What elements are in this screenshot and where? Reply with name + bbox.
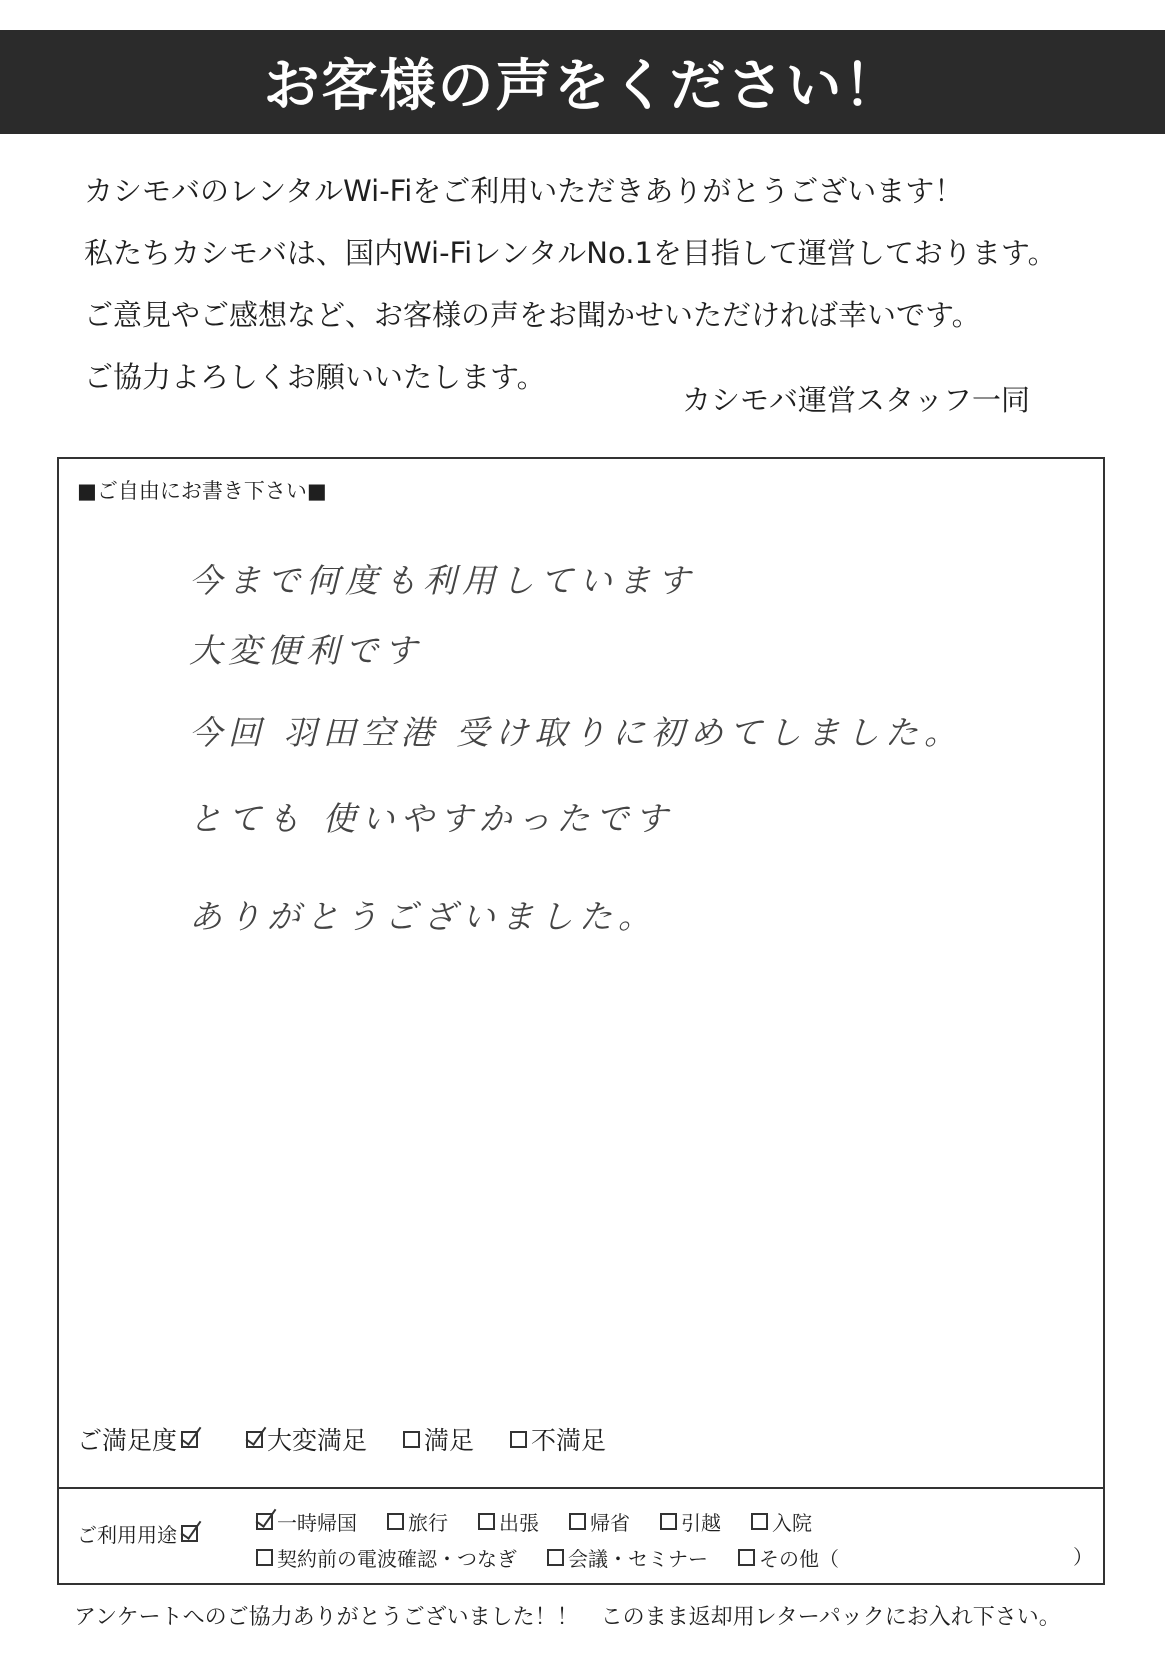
checkbox-icon[interactable] xyxy=(751,1513,768,1530)
handwritten-line: 大変便利です xyxy=(189,631,423,670)
option-meeting-seminar[interactable] xyxy=(547,1543,708,1572)
handwritten-line: ありがとうございました。 xyxy=(189,897,657,936)
option-homecoming[interactable] xyxy=(569,1507,630,1536)
footer-note: アンケートへのご協力ありがとうございました！！ このまま返却用レターパックにお入れ下さい。 xyxy=(74,1605,1061,1630)
label-check-icon xyxy=(181,1431,198,1448)
option-label: 帰省 xyxy=(590,1511,630,1535)
checkbox-icon[interactable] xyxy=(569,1513,586,1530)
option-label: 契約前の電波確認・つなぎ xyxy=(277,1547,517,1571)
handwritten-line: 今まで何度も利用しています xyxy=(189,561,696,600)
free-comment-heading: ■ご自由にお書き下さい■ xyxy=(77,479,327,503)
option-hospital[interactable] xyxy=(751,1507,812,1536)
handwritten-line: とても 使いやすかったです xyxy=(189,799,674,838)
option-label: 旅行 xyxy=(408,1511,448,1535)
usage-label-group xyxy=(77,1519,202,1548)
intro-line: カシモバのレンタルWi-Fiをご利用いただきありがとうございます！ xyxy=(84,174,964,208)
checkbox-icon[interactable] xyxy=(738,1549,755,1566)
option-business-trip[interactable] xyxy=(478,1507,539,1536)
option-label: 会議・セミナー xyxy=(568,1547,708,1571)
option-label: その他（ xyxy=(759,1547,839,1571)
satisfaction-label: ご満足度 xyxy=(77,1426,178,1455)
feedback-form xyxy=(57,457,1105,1585)
option-moving[interactable] xyxy=(660,1507,721,1536)
label-check-icon xyxy=(181,1525,198,1542)
usage-label: ご利用用途 xyxy=(77,1523,177,1547)
usage-options-row-2 xyxy=(256,1543,869,1572)
option-label: 一時帰国 xyxy=(277,1511,357,1535)
option-travel[interactable] xyxy=(387,1507,448,1536)
checkbox-icon[interactable] xyxy=(387,1513,404,1530)
option-signal-check[interactable] xyxy=(256,1543,517,1572)
checkbox-icon[interactable] xyxy=(478,1513,495,1530)
checkbox-checked-icon[interactable] xyxy=(246,1431,263,1448)
checkbox-icon[interactable] xyxy=(256,1549,273,1566)
option-label: 出張 xyxy=(499,1511,539,1535)
option-other[interactable] xyxy=(738,1543,839,1572)
other-close-paren: ） xyxy=(1073,1545,1093,1569)
option-dissatisfied[interactable] xyxy=(510,1421,606,1457)
checkbox-icon[interactable] xyxy=(510,1431,527,1448)
intro-line: ご意見やご感想など、お客様の声をお聞かせいただければ幸いです。 xyxy=(84,298,981,332)
checkbox-icon[interactable] xyxy=(403,1431,420,1448)
checkbox-icon[interactable] xyxy=(660,1513,677,1530)
intro-line: 私たちカシモバは、国内Wi-FiレンタルNo.1を目指して運営しております。 xyxy=(84,236,1057,270)
usage-section xyxy=(59,1487,1103,1585)
option-label: 引越 xyxy=(681,1511,721,1535)
signature: カシモバ運営スタッフ一同 xyxy=(682,383,1031,417)
option-label: 入院 xyxy=(772,1511,812,1535)
title-banner xyxy=(0,30,1165,134)
option-very-satisfied[interactable] xyxy=(246,1421,367,1457)
option-label: 満足 xyxy=(424,1426,475,1455)
intro-text xyxy=(84,160,1104,408)
satisfaction-row xyxy=(77,1421,642,1457)
checkbox-checked-icon[interactable] xyxy=(256,1513,273,1530)
option-label: 不満足 xyxy=(531,1426,607,1455)
checkbox-icon[interactable] xyxy=(547,1549,564,1566)
option-temporary-return[interactable] xyxy=(256,1507,357,1536)
usage-options-row-1 xyxy=(256,1507,842,1536)
handwritten-line: 今回 羽田空港 受け取りに初めてしました。 xyxy=(189,713,963,752)
option-label: 大変満足 xyxy=(267,1426,368,1455)
intro-line: ご協力よろしくお願いいたします。 xyxy=(84,360,546,394)
option-satisfied[interactable] xyxy=(403,1421,474,1457)
page-title: お客様の声をください！ xyxy=(263,54,902,119)
